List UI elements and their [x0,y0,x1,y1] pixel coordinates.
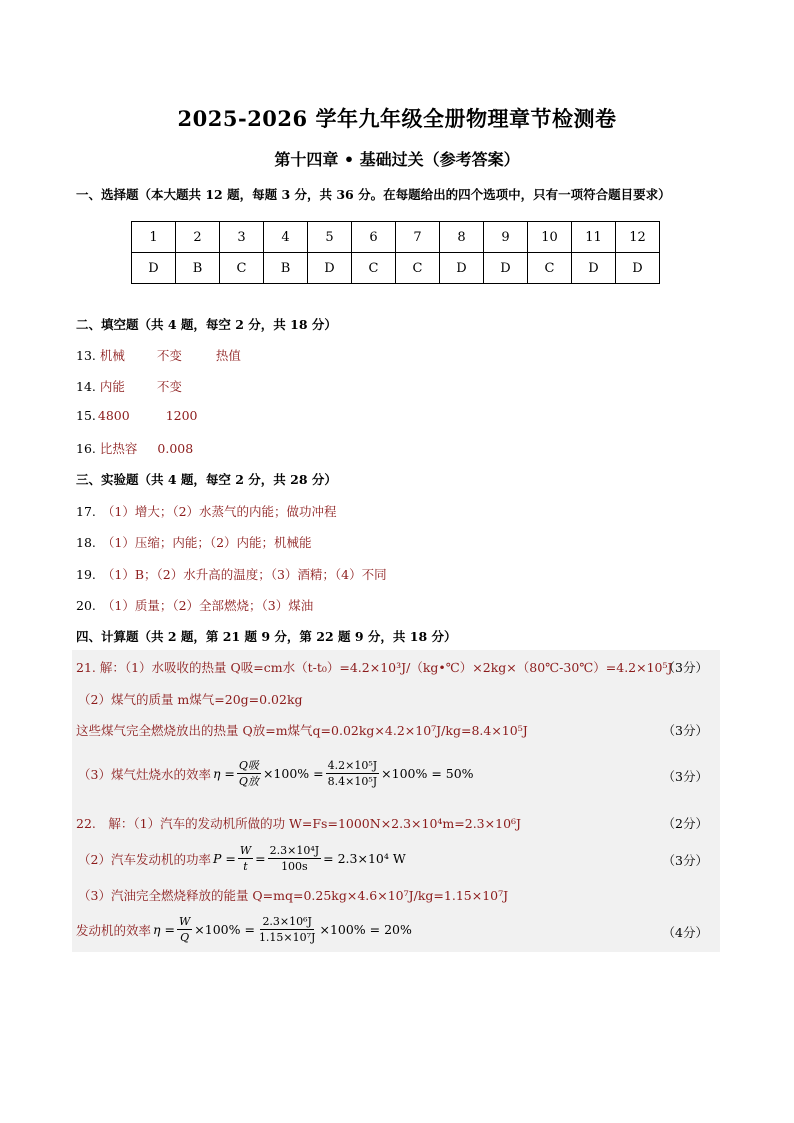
table-cell-answer: D [484,253,528,284]
question-number: 17. [76,503,96,519]
eta-symbol: η = [153,922,175,937]
table-row-numbers [132,222,660,253]
answer-q15 [76,408,198,423]
fraction-numerator: 2.3×10⁶J [262,915,312,928]
table-cell-answer: B [176,253,220,284]
fraction-numerator: W [178,915,191,928]
fraction-denominator: Q [180,931,190,944]
fraction-denominator: 8.4×10⁵J [327,775,378,788]
fraction-denominator: 1.15×10⁷J [258,931,316,944]
section3-heading: 三、实验题（共 4 题，每空 2 分，共 28 分） [76,472,337,487]
table-cell-number: 12 [616,222,660,253]
q21-line4-prefix: （3）煤气灶烧水的效率 [78,766,211,782]
table-cell-number: 6 [352,222,396,253]
q21-line3: 这些煤气完全燃烧放出的热量 Q放=m煤气q=0.02kg×4.2×10⁷J/kg=8.4×10⁵J [76,723,528,738]
fraction-denominator: 100s [281,860,308,873]
fraction [268,843,322,874]
answer-text: 比热容 [99,441,138,456]
formula-text: = [255,851,266,866]
q22-line4-prefix: 发动机的效率 [76,922,152,938]
answer-text: 机械 [99,348,125,363]
formula-text: ×100% = 20% [319,922,412,937]
answer-text: 内能 [99,379,125,394]
section2-heading: 二、填空题（共 4 题，每空 2 分，共 18 分） [76,317,337,332]
answer-text: （1）压缩；内能；（2）内能；机械能 [101,535,312,550]
answer-q20 [76,596,313,614]
answer-text: 4800 [97,408,130,423]
table-cell-number: 4 [264,222,308,253]
fraction [177,914,192,945]
answer-text: 热值 [215,348,241,363]
table-cell-number: 5 [308,222,352,253]
answer-q19 [76,565,387,583]
question-number: 13. [76,347,96,363]
eta-symbol: η = [212,766,235,781]
answer-table [131,221,660,284]
score-label: （3分） [662,853,708,868]
answer-text: （1）B；（2）水升高的温度；（3）酒精；（4）不同 [101,567,387,582]
score-label: （3分） [662,723,708,738]
question-number: 14. [76,378,96,394]
fraction-denominator: t [243,860,248,873]
table-cell-answer: C [396,253,440,284]
table-cell-answer: D [616,253,660,284]
formula-text: ×100% = 50% [381,766,474,781]
answer-q17 [76,502,337,520]
q22-line2-prefix: （2）汽车发动机的功率 [78,851,211,867]
fraction [238,843,253,874]
answer-text: 0.008 [157,440,194,456]
question-number: 15. [76,408,96,423]
fraction-numerator: Q吸 [238,759,259,772]
section1-heading: 一、选择题（本大题共 12 题，每题 3 分，共 36 分。在每题给出的四个选项中，只有一项符合题目要求） [76,187,671,202]
formula-text: = 2.3×10⁴ W [323,851,406,866]
answer-q18 [76,533,312,551]
fraction-denominator: Q放 [238,775,259,788]
q22-line4 [76,914,412,945]
fraction-numerator: 4.2×10⁵J [327,759,378,772]
fraction-numerator: 2.3×10⁴J [269,844,320,857]
question-number: 16. [76,440,96,456]
table-cell-answer: D [572,253,616,284]
table-cell-answer: C [220,253,264,284]
q22-line3: （3）汽油完全燃烧释放的能量 Q=mq=0.25kg×4.6×10⁷J/kg=1.15×10⁷J [78,888,509,903]
question-number: 19. [76,566,96,582]
q21-line1: 21. 解：（1）水吸收的热量 Q吸=cm水（t-t₀）=4.2×10³J/（kg•℃）×2kg×（80℃-30℃）=4.2×10⁵J [76,660,673,675]
fraction [326,758,380,789]
table-cell-answer: D [132,253,176,284]
table-cell-number: 11 [572,222,616,253]
formula-text: ×100% = [194,922,255,937]
table-cell-number: 9 [484,222,528,253]
answer-text: （1）质量；（2）全部燃烧；（3）煤油 [101,598,314,613]
table-cell-number: 10 [528,222,572,253]
q22-line1: 22. 解：（1）汽车的发动机所做的功 W=Fs=1000N×2.3×10⁴m=2.3×10⁶J [76,816,522,831]
answer-q13 [76,346,241,364]
table-cell-answer: D [308,253,352,284]
table-cell-answer: B [264,253,308,284]
table-cell-number: 1 [132,222,176,253]
score-label: （3分） [662,769,708,784]
table-cell-answer: C [528,253,572,284]
page-subtitle: 第十四章 • 基础过关（参考答案） [274,150,520,169]
fraction-numerator: W [239,844,252,857]
section4-heading: 四、计算题（共 2 题，第 21 题 9 分，第 22 题 9 分，共 18 分） [76,629,457,644]
answer-q14 [76,377,182,395]
formula-text: ×100% = [262,766,324,781]
table-cell-number: 3 [220,222,264,253]
table-cell-answer: C [352,253,396,284]
score-label: （3分） [662,660,708,675]
q21-line2: （2）煤气的质量 m煤气=20g=0.02kg [78,692,303,707]
question-number: 20. [76,597,96,613]
answer-text: 1200 [165,408,198,423]
question-number: 18. [76,534,96,550]
table-cell-number: 7 [396,222,440,253]
table-row-answers [132,253,660,284]
fraction [237,758,261,789]
table-cell-number: 2 [176,222,220,253]
score-label: （4分） [662,925,708,940]
q21-line4 [78,758,474,789]
answer-q16 [76,439,193,457]
formula-text: P = [212,851,236,866]
table-cell-number: 8 [440,222,484,253]
score-label: （2分） [662,816,708,831]
answer-text: （1）增大；（2）水蒸气的内能；做功冲程 [101,504,337,519]
q22-line2 [78,843,406,874]
table-cell-answer: D [440,253,484,284]
answer-text: 不变 [156,348,182,363]
page-title: 2025-2026 学年九年级全册物理章节检测卷 [177,106,617,131]
answer-text: 不变 [156,379,182,394]
fraction [257,914,318,945]
